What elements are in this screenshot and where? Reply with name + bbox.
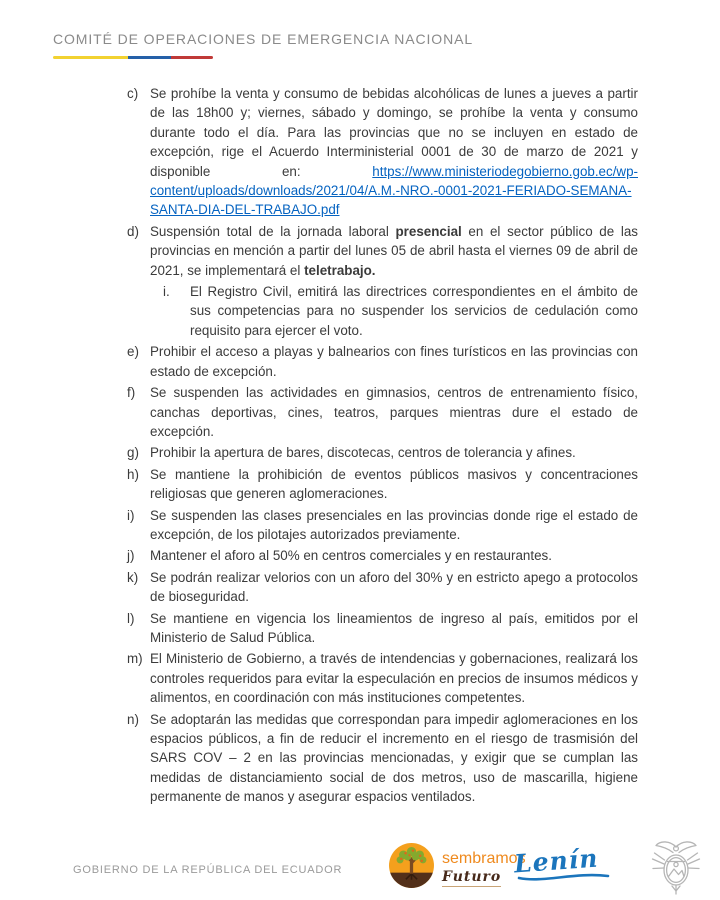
sub-list-item [163,282,638,340]
list-item [127,546,638,565]
ecuador-flag-divider [53,56,213,59]
sembramos-wordmark: sembramos [442,850,526,867]
item-text [150,222,638,280]
item-label: d) [127,223,139,239]
government-label: GOBIERNO DE LA REPÚBLICA DEL ECUADOR [73,864,343,876]
body-text: Suspensión total de la jornada laboral [150,223,396,239]
ecuador-coat-of-arms-icon [646,838,706,900]
item-text [150,546,638,565]
body-text: Se podrán realizar velorios con un aforo del 30% y en estricto apego a protocolos de bioseguridad. [150,569,638,605]
item-text [150,465,638,504]
body-text: Se prohíbe la venta y consumo de bebidas alcohólicas de lunes a jueves a partir de las 18h00 y; viernes, sábado y domingo, se prohíbe la venta y consumo durante todo el día. Para las provincias que no se incluyen en estado de excepción, rige el Acuerdo Interministerial 0001 de 30 de marzo de 2021 y disponible en: [150,86,638,179]
body-text: en el sector público de las provincias en mención a partir del lunes 05 de abril hasta el viernes 09 de abril de 2021, se implementará el [150,223,638,278]
item-label: e) [127,344,139,360]
body-text: Se suspenden las actividades en gimnasios, centros de entrenamiento físico, canchas deportivas, cines, teatros, parques mientras dure el estado de excepción. [150,385,638,439]
flag-blue-segment [128,56,171,59]
item-label: i) [127,507,135,523]
item-text [150,649,638,707]
document-link[interactable]: https://www.ministeriodegobierno.gob.ec/wp-content/uploads/downloads/2021/04/A.M.-NRO.-0001-2021-FERIADO-SEMANA-SANTA-DIA-DEL-TRABAJO.pdf [150,163,638,218]
body-text: Se suspenden las clases presenciales en las provincias donde rige el estado de excepción, de los pilotajes autorizados previamente. [150,507,638,542]
list-item [127,609,638,648]
lenin-signature-logo [513,843,614,883]
body-text: Prohibir la apertura de bares, discotecas, centros de tolerancia y afines. [150,445,576,461]
sembramos-futuro-logo [388,842,526,894]
item-label: j) [127,548,135,564]
item-text [150,84,638,220]
item-text [150,609,638,648]
item-label: g) [127,445,139,461]
item-text [150,443,638,462]
bold-text: presencial [395,223,462,239]
item-text [150,342,638,381]
body-text: Se adoptarán las medidas que correspondan para impedir aglomeraciones en los espacios públicos, a fin de reducir el incremento en el riesgo de trasmisión del SARS COV – 2 en las provincias mencionadas, y exigir que se cumplan las medidas de distanciamiento social de dos metros, uso de mascarilla, higiene permanente de manos y asegurar espacios ventilados. [150,711,638,805]
list-item [127,568,638,607]
item-text [150,568,638,607]
sub-item-text: El Registro Civil, emitirá las directrices correspondientes en el ámbito de sus competencias para no suspender los servicios de cedulación como requisito para ejercer el voto. [190,284,638,338]
item-text [150,506,638,545]
body-text: Se mantiene la prohibición de eventos públicos masivos y concentraciones religiosas que generen aglomeraciones. [150,466,638,502]
measures-list [127,84,638,809]
list-item [127,506,638,545]
item-label: l) [127,610,135,626]
tree-icon [388,842,435,894]
body-text: Prohibir el acceso a playas y balnearios con fines turísticos en las provincias con estado de excepción. [150,344,638,379]
item-label: k) [127,569,139,585]
lenin-signature-text: Lenín [513,843,600,879]
list-item [127,649,638,707]
list-item [127,222,638,280]
list-item [127,443,638,462]
item-label: m) [127,651,143,667]
page-title: COMITÉ DE OPERACIONES DE EMERGENCIA NACIONAL [53,31,473,47]
body-text: Se mantiene en vigencia los lineamientos de ingreso al país, emitidos por el Ministerio de Salud Pública. [150,610,638,645]
list-item [127,383,638,441]
flag-yellow-segment [53,56,128,59]
item-label: f) [127,385,136,401]
list-item [127,84,638,220]
item-text [150,383,638,441]
list-item [127,342,638,381]
list-item [127,465,638,504]
item-label: c) [127,86,139,101]
item-text [150,710,638,807]
flag-red-segment [171,56,213,59]
bold-text: teletrabajo. [304,262,376,278]
list-item [127,710,638,807]
sub-item-label: i. [163,284,170,300]
body-text: Mantener el aforo al 50% en centros comerciales y en restaurantes. [150,548,552,564]
item-label: h) [127,466,139,482]
item-label: n) [127,711,139,727]
body-text: El Ministerio de Gobierno, a través de intendencias y gobernaciones, realizará los controles requeridos para evitar la especulación en precios de insumos médicos y alimentos, en coordinación con más instituciones competentes. [150,651,638,706]
futuro-wordmark: Futuro [442,869,502,885]
